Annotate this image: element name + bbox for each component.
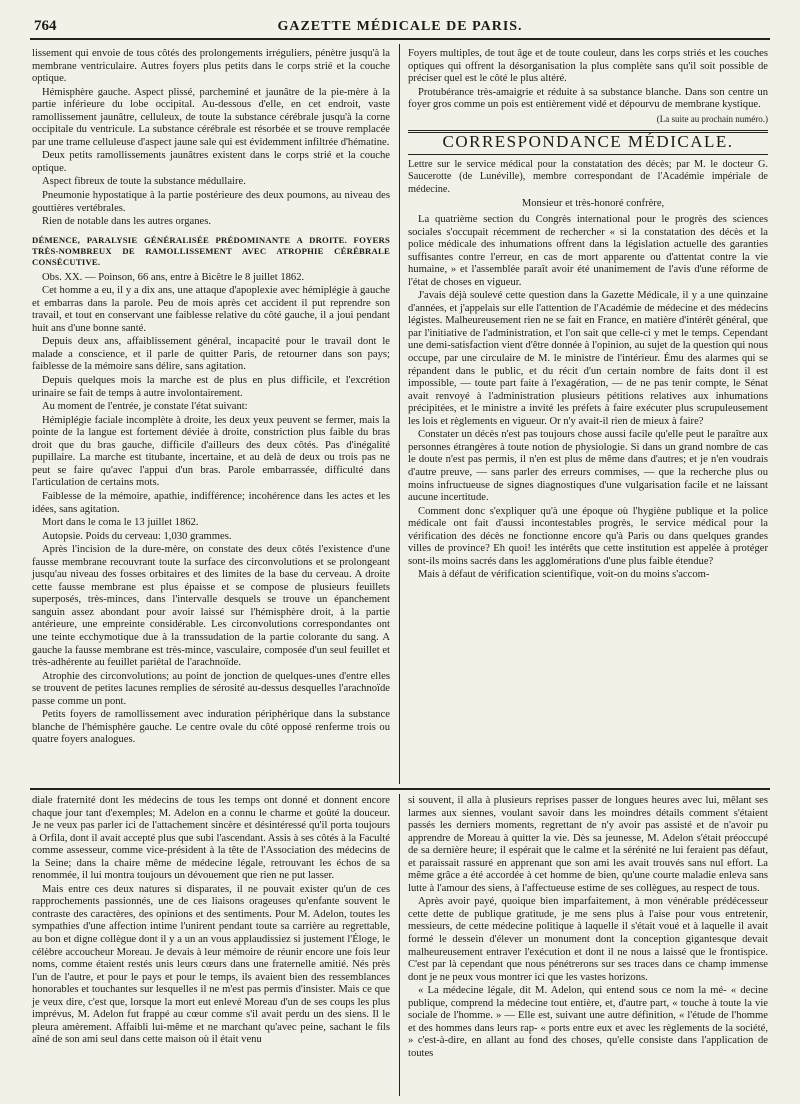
section-heading: DÉMENCE, PARALYSIE GÉNÉRALISÉE PRÉDOMINANTE A DROITE. FOYERS TRÈS-NOMBREUX DE RAMOLLISSEMENT AVEC ATROPHIE CÉRÉBRALE CONSÉCUTIVE. — [32, 234, 390, 267]
journal-title: GAZETTE MÉDICALE DE PARIS. — [277, 19, 523, 34]
paragraph: Constater un décès n'est pas toujours chose aussi facile qu'elle peut le paraître aux personnes étrangères à toute notion de physiologie. Si dans un grand nombre de cas le doute n'est pas permis, il n'en est plus de même dans d'autres; et je n'en voudrais d'autre preuve, — sans parler des erreurs commises, — que la recherche plus ou moins infructueuse de signes diagnostiques d'une vulgarisation facile et ne laissant aucune incertitude. — [408, 429, 768, 504]
letter-heading: Lettre sur le service médical pour la constatation des décès; par M. le docteur G. Saucerotte (de Lunéville), membre correspondant de l'Académie impériale de médecine. — [408, 158, 768, 195]
paragraph: Hémiplégie faciale incomplète à droite, les deux yeux peuvent se fermer, mais la pointe de la langue est fortement déviée à droite, constriction plus faible du bras droit que du bras gauche, difficile d'ailleurs des deux côtés. Pas d'inégalité pupillaire. La marche est titubante, incertaine, et au delà de deux ou trois pas ne peut se faire qu'avec l'appui d'un bras. Parole embarrassée, difficulté dans l'articulation de certains mots. — [32, 414, 390, 489]
paragraph: Autopsie. Poids du cerveau: 1,030 grammes. — [42, 530, 232, 542]
paragraph: lissement qui envoie de tous côtés des prolongements irréguliers, pénètre jusqu'à la membrane ventriculaire. Autres foyers plus petits dans le corps strié et la couche optique. — [32, 48, 390, 85]
bottom-left-column — [32, 795, 390, 1095]
paragraph: Petits foyers de ramollissement avec induration périphérique dans la substance blanche de l'hémisphère gauche. Le centre ovale du côté opposé renferme trois ou quatre foyers analogues. — [32, 709, 390, 746]
paragraph: si souvent, il alla à plusieurs reprises passer de longues heures avec lui, mêlant ses larmes aux siennes, voulant savoir dans les moindres détails comment s'étaient passés les derniers moments, regrettant de n'y avoir pas assisté et de n'avoir pu apprendre de Moreau à quitter la vie. Dès sa jeunesse, M. Adelon s'était préoccupé de sa dernière heure; il espérait que le calme et la sérénité ne lui feraient pas défaut, et paraissait rassuré en apprenant que son ami les avait trouvés sans nul effort. La même grâce a été accordée à cet homme de bien, qu'une courte maladie enleva sans lutte à l'amour des siens, à l'affectueuse estime de ses collègues, au respect de tous. — [408, 795, 768, 894]
paragraph: Foyers multiples, de tout âge et de toute couleur, dans les corps striés et les couches optiques qui offrent la désorganisation la plus complète sans qu'il soit possible de préciser quel est le côté le plus altéré. — [408, 48, 768, 85]
paragraph: Depuis quelques mois la marche est de plus en plus difficile, et l'excrétion urinaire se fait de temps à autre involontairement. — [32, 375, 390, 399]
salutation: Monsieur et très-honoré confrère, — [521, 198, 665, 210]
paragraph: diale fraternité dont les médecins de tous les temps ont donné et donnent encore chaque jour tant d'exemples; M. Adelon en a connu le charme et goûté la douceur. Je ne veux pas parler ici de l'attachement sincère et désintéressé qu'il porta toujours à Orfila, dont il avait accepté plus que subi l'ascendant. Assis à ses côtés à la Faculté comme assesseur, comme vice-président à la tête de l'Association des médecins de la Seine; dans la chaire même de médecine légale, retrouvant les échos de sa renommée, il lui montra toujours un dévouement que rien ne put lasser. — [32, 795, 390, 882]
column-divider — [399, 794, 400, 1096]
paragraph: Atrophie des circonvolutions; au point de jonction de quelques-unes d'entre elles se trouvent de petites lacunes remplies de sérosité au-dessus desquelles l'arachnoïde passe comme un pont. — [32, 670, 390, 707]
page-divider — [30, 788, 770, 790]
paragraph: Après l'incision de la dure-mère, on constate des deux côtés l'existence d'une fausse membrane recouvrant toute la surface des circonvolutions et se prolongeant jusqu'au niveau des fosses orbitaires et des limites de la base du cerveau. A droite cette fausse membrane est plus épaisse et se compose de plusieurs feuillets superposés, très-minces, dans l'intervalle desquels se trouve un épanchement sanguin assez abondant pour avoir laissé sur l'hémisphère droit, à la partie antérieure, une empreinte considérable. Les circonvolutions correspondantes ont une teinte ecchymotique due à la transsudation de la partie colorante du sang. A gauche la fausse membrane est très-mince, vasculaire, composée d'un seul feuillet et très-adhérente au feuillet pariétal de l'arachnoïde. — [32, 544, 390, 669]
paragraph: Comment donc s'expliquer qu'à une époque où l'hygiène publique et la police médicale ont fait d'aussi incontestables progrès, le service médical pour la vérification des décès ne fonctionne encore qu'à Paris ou dans quelques grandes villes de province? Eh quoi! les intérêts que cette institution est appelée à protéger sont-ils moins sacrés dans les agglomérations d'une plus faible étendue? — [408, 505, 768, 567]
top-left-column — [32, 48, 390, 746]
paragraph: Obs. XX. — Poinson, 66 ans, entre à Bicêtre le 8 juillet 1862. — [42, 271, 305, 283]
paragraph: Au moment de l'entrée, je constate l'état suivant: — [42, 401, 248, 413]
paragraph: Deux petits ramollissements jaunâtres existent dans le corps strié et la couche optique. — [32, 150, 390, 174]
paragraph: Mais à défaut de vérification scientifique, voit-on du moins s'accom- — [418, 569, 710, 581]
bottom-right-column — [408, 795, 768, 1095]
paragraph: « La médecine légale, dit M. Adelon, qui entend sous ce nom la mé- « decine publique, comprend la médecine tout entière, et, d'autre part, « touche à toute la vie sociale de l'homme. » — Elle est, suivant une autre définition, « l'étude de l'homme et des hommes dans leurs rap- « ports entre eux et avec les règlements de la société, » c'est-à-dire, en allant au fond des choses, qu'elle consiste dans l'application de toutes — [408, 985, 768, 1059]
paragraph: Mais entre ces deux natures si disparates, il ne pouvait exister qu'un de ces rapprochements passionnés, une de ces liaisons orageuses qu'enfante souvent le contraste des caractères, des opinions et des sentiments. Pour M. Adelon, toutes les sympathies d'une affection intime l'unirent pendant toute sa carrière au regrettable, au bon et digne collègue dont il y a un an vous applaudissiez si justement l'Éloge, le célèbre accoucheur Moreau. Je devais à leur mémoire de réunir encore une fois leur noms, comme étaient restés unis leurs cœurs dans une fraternelle amitié. Nés près l'un de l'autre, et pour le pays et pour le temps, ils avaient bien des ressemblances honorables et touchantes sur lesquelles il ne m'est pas permis d'insister. Mais ce que je veux dire, c'est que, lorsque la mort eut enlevé Moreau d'un de ses coups les plus imprévus, M. Adelon fut frappé au cœur comme s'il avait perdu un des siens. Il le pleura amèrement. Affaibli lui-même et ne marchant qu'avec peine, sachant le fils aîné de son ami seul dans cette maison où il était venu — [32, 883, 390, 1046]
page-number: 764 — [34, 18, 57, 34]
section-banner — [408, 130, 768, 155]
continued-note: (La suite au prochain numéro.) — [656, 113, 768, 124]
paragraph: Rien de notable dans les autres organes. — [42, 216, 211, 228]
paragraph: La quatrième section du Congrès international pour le progrès des sciences sociales s'occupait récemment de rechercher « si la constatation des décès et la police médicale des inhumations offrent dans la législation actuelle des garanties suffisantes contre l'erreur, en cas de mort apparente ou d'attentat contre la vie humaine, » et l'assemblée paraît avoir été unanimement de l'avis d'une réforme de l'état de choses en vigueur. — [408, 214, 768, 288]
paragraph: Aspect fibreux de toute la substance médullaire. — [42, 176, 246, 188]
paragraph: Après avoir payé, quoique bien imparfaitement, à mon vénérable prédécesseur cette dette de publique gratitude, je me sens plus à l'aise pour vous entretenir, messieurs, de cette médecine politique à laquelle il s'était voué et à laquelle il avait formé le dessein d'élever un monument dont la conception gigantesque devait malheureusement entraver l'exécution et dont il ne nous a laissé que le frontispice. C'est par là cependant que nous pénétrerons sur ses traces dans ce champ immense dont je ne peux vous montrer ici que les vastes horizons. — [408, 896, 768, 983]
paragraph: J'avais déjà soulevé cette question dans la Gazette Médicale, il y a une quinzaine d'années, et j'appelais sur elle l'attention de l'Académie de médecine et des médecins légistes. Malheureusement rien ne se fait en France, en matière d'intérêt général, que par l'initiative de l'administration, et l'on sait que celle-ci y met le temps. Cependant une demi-satisfaction vient d'être donnée à l'opinion, au sujet de la question qui nous occupe, par une circulaire de M. le ministre de l'intérieur. Ému des alarmes qui se répandent dans le public, et du récit d'un certain nombre de faits dont il est impossible, — toute part faite à l'exagération, — de ne pas tenir compte, le Sénat avait renvoyé à l'administration plusieurs pétitions relatives aux inhumations précipitées, et le ministre a invité les préfets à faire exécuter plus scrupuleusement les lois et règlements en vigueur. Or n'y avait-il rien de mieux à faire? — [408, 290, 768, 427]
section-title: CORRESPONDANCE MÉDICALE. — [442, 132, 734, 152]
paragraph: Depuis deux ans, affaiblissement général, incapacité pour le travail dont le malade a conscience, et il parle de quitter Paris, de retourner dans son pays; faiblesse de la mémoire sans délire, sans agitation. — [32, 336, 390, 373]
paragraph: Cet homme a eu, il y a dix ans, une attaque d'apoplexie avec hémiplégie à gauche et embarras dans la parole. Peu de mois après cet accident il put reprendre son travail, et tout en conservant une faiblesse relative du côté gauche, il a joui pendant huit ans d'une bonne santé. — [32, 285, 390, 334]
column-divider — [399, 44, 400, 784]
page-header — [30, 18, 770, 40]
paragraph: Protubérance très-amaigrie et réduite à sa substance blanche. Dans son centre un foyer gros comme un pois est entièrement vidé et dépourvu de membrane kystique. — [408, 86, 768, 111]
paragraph: Mort dans le coma le 13 juillet 1862. — [42, 517, 199, 529]
paragraph: Faiblesse de la mémoire, apathie, indifférence; incohérence dans les actes et les idées, sans agitation. — [32, 490, 390, 515]
top-right-column — [408, 48, 768, 778]
paragraph: Hémisphère gauche. Aspect plissé, parcheminé et jaunâtre de la pie-mère à la partie inférieure du lobe occipital. Au-dessous d'elle, en cet endroit, vaste ramollissement jaunâtre, celluleux, de toute la substance cérébrale jusqu'à la corne occipitale du ventricule. La substance cérébrale est résorbée et se trouve remplacée par une trame celluleuse d'aspect jaune sale qui est évidemment infiltrée d'hématine. — [32, 86, 390, 148]
paragraph: Pneumonie hypostatique à la partie postérieure des deux poumons, au niveau des gouttières vertébrales. — [32, 190, 390, 214]
